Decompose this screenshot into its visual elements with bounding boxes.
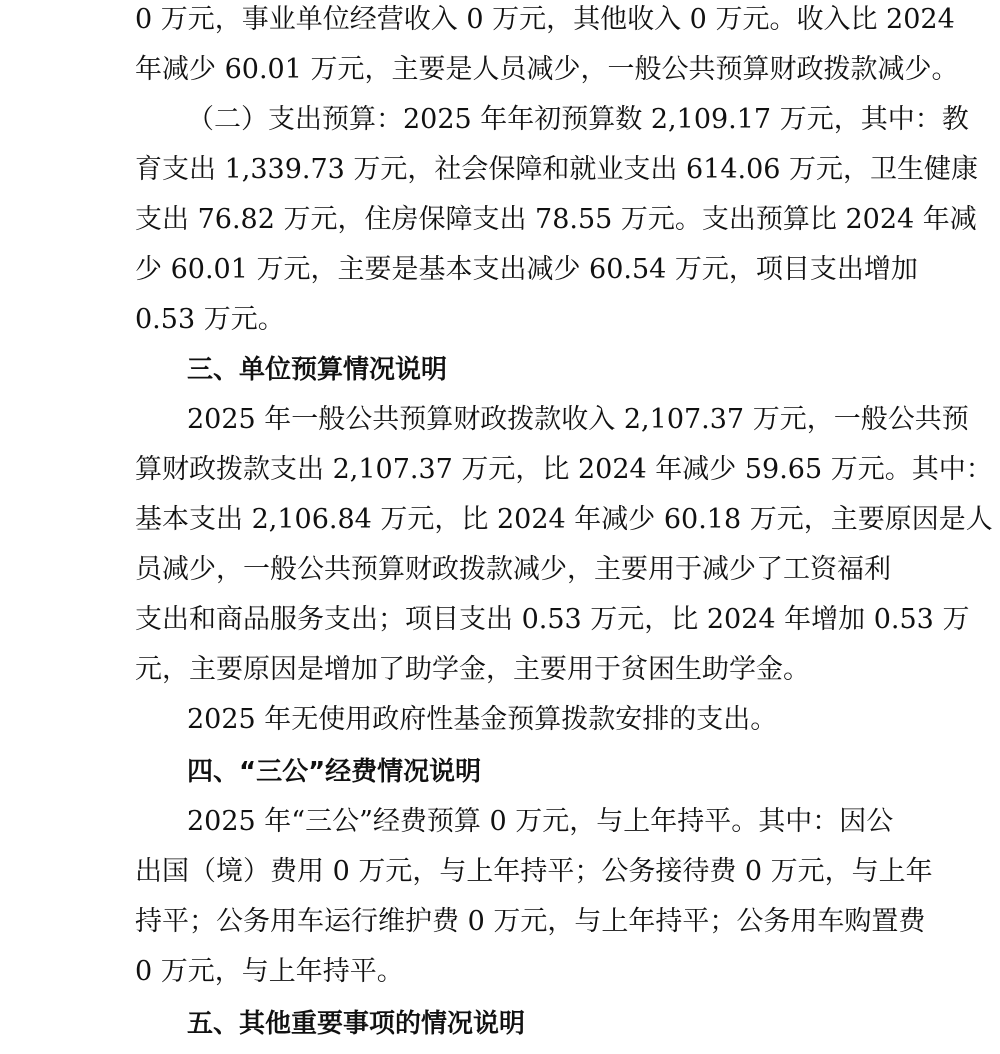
paragraph-line: 基本支出 2,106.84 万元，比 2024 年减少 60.18 万元，主要原因是人 <box>135 504 993 535</box>
paragraph-line: 员减少，一般公共预算财政拨款减少，主要用于减少了工资福利 <box>135 554 891 585</box>
paragraph-line: （二）支出预算：2025 年年初预算数 2,109.17 万元，其中：教 <box>187 104 969 135</box>
paragraph-line: 2025 年无使用政府性基金预算拨款安排的支出。 <box>187 704 778 735</box>
section-heading: 三、单位预算情况说明 <box>187 355 448 385</box>
paragraph-line: 2025 年“三公”经费预算 0 万元，与上年持平。其中：因公 <box>187 806 894 837</box>
paragraph-line: 0 万元，事业单位经营收入 0 万元，其他收入 0 万元。收入比 2024 <box>135 4 955 35</box>
paragraph-line: 0.53 万元。 <box>135 304 285 335</box>
paragraph-line: 育支出 1,339.73 万元，社会保障和就业支出 614.06 万元，卫生健康 <box>135 154 979 185</box>
paragraph-line: 年减少 60.01 万元，主要是人员减少，一般公共预算财政拨款减少。 <box>135 54 959 85</box>
section-heading: 四、“三公”经费情况说明 <box>187 757 482 787</box>
paragraph-line: 支出和商品服务支出；项目支出 0.53 万元，比 2024 年增加 0.53 万 <box>135 604 970 635</box>
paragraph-line: 元，主要原因是增加了助学金，主要用于贫困生助学金。 <box>135 654 810 685</box>
paragraph-line: 持平；公务用车运行维护费 0 万元，与上年持平；公务用车购置费 <box>135 906 926 937</box>
section-heading: 五、其他重要事项的情况说明 <box>187 1009 526 1039</box>
paragraph-line: 2025 年一般公共预算财政拨款收入 2,107.37 万元，一般公共预 <box>187 404 969 435</box>
paragraph-line: 少 60.01 万元，主要是基本支出减少 60.54 万元，项目支出增加 <box>135 254 918 285</box>
paragraph-line: 出国（境）费用 0 万元，与上年持平；公务接待费 0 万元，与上年 <box>135 856 933 887</box>
paragraph-line: 算财政拨款支出 2,107.37 万元，比 2024 年减少 59.65 万元。其中： <box>135 454 993 485</box>
paragraph-line: 0 万元，与上年持平。 <box>135 956 404 987</box>
paragraph-line: 支出 76.82 万元，住房保障支出 78.55 万元。支出预算比 2024 年减 <box>135 204 977 235</box>
